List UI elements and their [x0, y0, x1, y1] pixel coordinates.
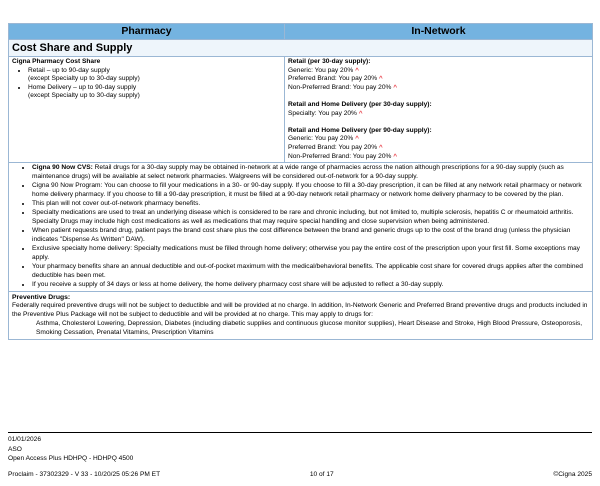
list-item: Asthma, Cholesterol Lowering, Depression, Diabetes (including diabetic supplies and continuous glucose monitor supplies), Heart Disease and Stroke, High Blood Pressure, Osteoporosis, Smoking Cessation, Prenatal Vitamins, Prescription Vitamins	[36, 320, 583, 337]
preventive-drugs-conditions-list	[12, 320, 589, 337]
cost-line-label: Preferred Brand: You pay 20%	[288, 143, 378, 151]
list-item	[32, 164, 587, 181]
supply-item-main: Home Delivery – up to 90-day supply	[28, 83, 137, 91]
cost-line-label: Generic: You pay 20%	[288, 135, 354, 143]
supply-item-main: Retail – up to 90-day supply	[28, 66, 110, 74]
footnote-caret-icon: ^	[355, 66, 359, 74]
preventive-drugs-body: Federally required preventive drugs will not be subject to deductible and will be provided at no charge. In addition, In-Network Generic and Preferred Brand preventive drugs and products included in the Preventive Plus Package will not be subject to deductible and will be provided at no charge. This may apply to drugs for:	[12, 301, 588, 318]
note-text: Exclusive specialty home delivery: Specialty medications must be filled through home delivery; otherwise you pay the entire cost of the prescription upon your first fill. Some exceptions may apply.	[32, 244, 580, 261]
footer-bottom-row	[8, 471, 592, 478]
cost-line	[288, 67, 589, 76]
footnote-caret-icon: ^	[355, 135, 359, 143]
footer-divider	[8, 432, 592, 433]
cost-line-label: Generic: You pay 20%	[288, 66, 354, 74]
note-lead: Cigna 90 Now CVS:	[32, 164, 93, 172]
footer-funding-type: ASO	[8, 445, 22, 453]
cost-share-row	[9, 57, 593, 163]
footer-plan-name: Open Access Plus HDHPQ - HDHPQ 4500	[8, 454, 134, 462]
note-text: Specialty medications are used to treat an underlying disease which is considered to be rare and chronic including, but not limited to, multiple sclerosis, hepatitis C or rheumatoid arthritis. Specialty Drugs may include high cost medications as well as medications that may require special handling and close supervision when being administered.	[32, 209, 574, 225]
footnote-caret-icon: ^	[358, 109, 363, 117]
list-item	[32, 182, 587, 199]
cost-line	[288, 110, 589, 119]
cost-share-left-cell	[9, 57, 285, 163]
footnote-caret-icon: ^	[378, 143, 383, 151]
cost-line	[288, 75, 589, 84]
footer-copyright: ©Cigna 2025	[553, 471, 592, 478]
cost-line-label: Non-Preferred Brand: You pay 20%	[288, 152, 392, 160]
note-text: When patient requests brand drug, patient pays the brand cost share plus the cost difference between the brand and generic drugs up to the cost of the brand drug (unless the physician indicates "Dispense As Written" DAW).	[32, 227, 571, 243]
retail-home-delivery-90-day-heading: Retail and Home Delivery (per 90-day supply):	[288, 126, 432, 134]
footer-document-id: Proclaim - 37302329 - V 33 - 10/20/25 05:26 PM ET	[8, 471, 161, 478]
list-item	[32, 209, 587, 226]
list-item	[28, 84, 281, 101]
table-header-row	[9, 24, 593, 40]
list-item	[32, 200, 587, 209]
page-footer	[8, 432, 592, 478]
cost-line	[288, 84, 589, 93]
spacer	[288, 118, 589, 127]
notes-cell	[9, 163, 593, 292]
pharmacy-notes-list	[12, 164, 589, 289]
document-page	[0, 23, 600, 486]
cost-line	[288, 135, 589, 144]
list-item	[32, 227, 587, 244]
list-item	[32, 263, 587, 280]
supply-item-sub: (except Specialty up to 30-day supply)	[28, 75, 140, 83]
cost-share-supply-list	[12, 67, 281, 101]
preventive-drugs-title: Preventive Drugs:	[12, 293, 71, 301]
pharmacy-benefit-table	[8, 23, 593, 340]
list-item	[28, 67, 281, 84]
retail-30-day-heading: Retail (per 30-day supply):	[288, 58, 371, 65]
retail-home-delivery-30-day-heading: Retail and Home Delivery (per 30-day supply):	[288, 100, 432, 108]
cost-line	[288, 153, 589, 162]
note-text: If you receive a supply of 34 days or less at home delivery, the home delivery pharmacy cost share will be adjusted to reflect a 30-day supply.	[32, 280, 444, 288]
column-header-in-network: In-Network	[285, 24, 593, 40]
footnote-caret-icon: ^	[393, 152, 398, 160]
cost-line-label: Non-Preferred Brand: You pay 20%	[288, 83, 392, 91]
list-item	[32, 245, 587, 262]
preventive-drugs-cell	[9, 291, 593, 339]
column-header-pharmacy: Pharmacy	[9, 24, 285, 40]
footer-effective-date: 01/01/2026	[8, 436, 42, 444]
preventive-drugs-row	[9, 291, 593, 339]
section-title-cost-share-and-supply: Cost Share and Supply	[9, 40, 593, 57]
supply-item-sub: (except Specialty up to 30-day supply)	[28, 92, 140, 100]
cigna-pharmacy-cost-share-title: Cigna Pharmacy Cost Share	[12, 58, 101, 65]
note-text: This plan will not cover out-of-network pharmacy benefits.	[32, 199, 201, 207]
notes-row	[9, 163, 593, 292]
footnote-caret-icon: ^	[378, 75, 383, 83]
footnote-caret-icon: ^	[393, 83, 398, 91]
cost-line-label: Preferred Brand: You pay 20%	[288, 75, 378, 83]
footer-page-number: 10 of 17	[309, 471, 334, 478]
note-text: Retail drugs for a 30-day supply may be obtained in-network at a wide range of pharmacies across the nation although prescriptions for a 90-day supply (such as maintenance drugs) will be available at select network pharmacies. Walgreens will be considered out-of-network for a 90-day supply.	[32, 164, 564, 180]
note-text: Cigna 90 Now Program: You can choose to fill your medications in a 30- or 90-day supply. If you choose to fill a 30-day prescription, it can be filled at any network retail pharmacy or network home delivery pharmacy. If you choose to fill a 90-day prescription, it must be filled at a 90-day network retail pharmacy or network home delivery pharmacy to be covered by the plan.	[32, 182, 582, 198]
list-item	[32, 281, 587, 290]
spacer	[288, 92, 589, 101]
cost-line-label: Specialty: You pay 20%	[288, 109, 357, 117]
section-title-row	[9, 40, 593, 57]
note-text: Your pharmacy benefits share an annual deductible and out-of-pocket maximum with the medical/behavioral benefits. The applicable cost share for covered drugs applies after the combined deductible has been met.	[32, 262, 583, 279]
cost-share-right-cell	[285, 57, 593, 163]
cost-line	[288, 144, 589, 153]
